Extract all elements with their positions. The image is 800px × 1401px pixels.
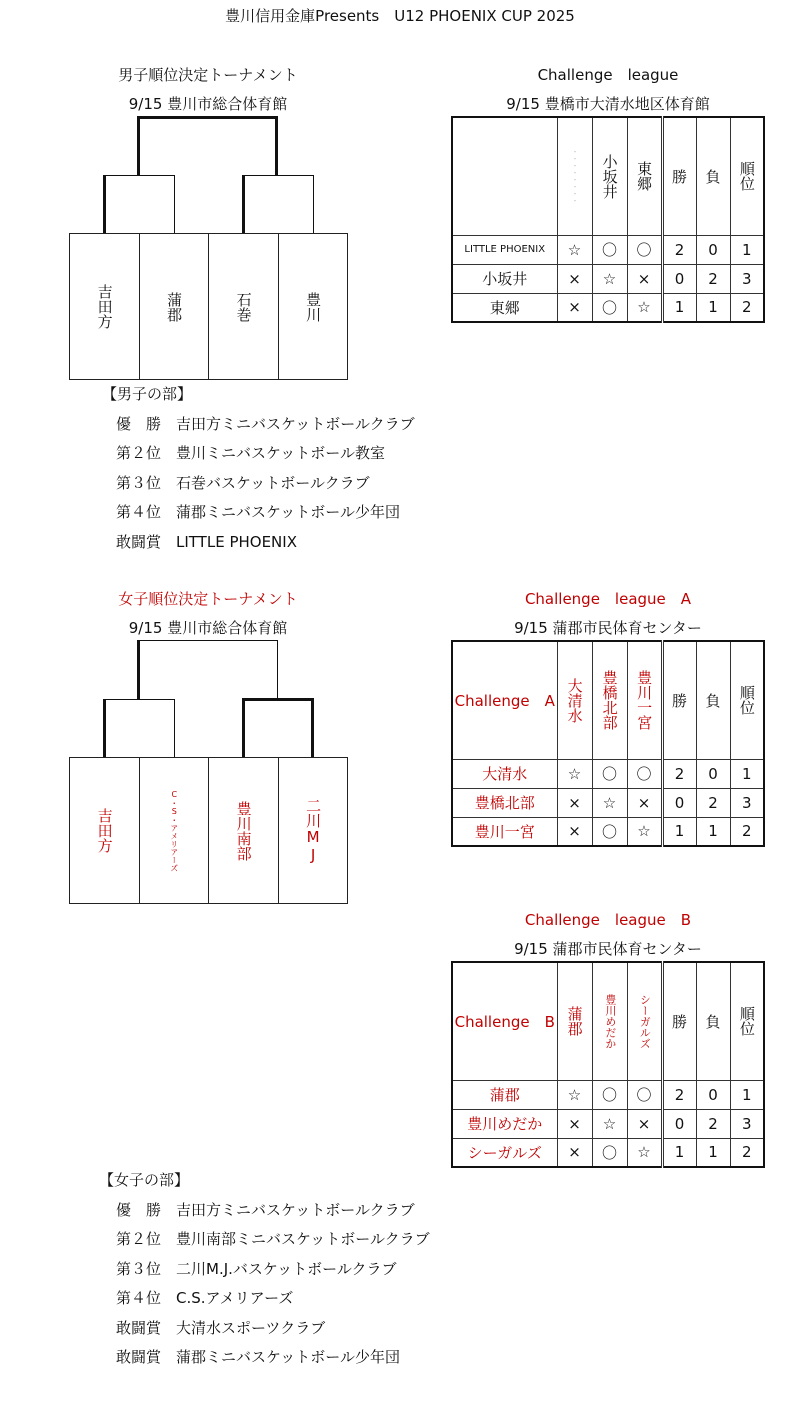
- rank: 1: [730, 235, 764, 264]
- boys-league-table: [451, 116, 765, 323]
- list-item: 第２位 豊川ミニバスケットボール教室: [116, 444, 385, 462]
- losses: 1: [696, 817, 730, 846]
- losses: 0: [696, 759, 730, 788]
- rank: 2: [730, 817, 764, 846]
- match-result: 〇: [592, 759, 627, 788]
- girls-league-b-title: Challenge league B: [524, 911, 692, 929]
- match-result: ☆: [592, 1109, 627, 1138]
- corner-cell: Challenge B: [452, 962, 557, 1080]
- wins: 1: [662, 293, 696, 322]
- bracket-team: 吉田方: [95, 808, 114, 853]
- table-row: [452, 235, 764, 264]
- match-result: 〇: [592, 1080, 627, 1109]
- wins: 1: [662, 1138, 696, 1167]
- rank-header: 順位: [730, 641, 764, 759]
- wins: 0: [662, 788, 696, 817]
- table-row: [452, 1109, 764, 1138]
- girls-league-a-venue: 9/15 蒲郡市民体育センター: [514, 619, 702, 637]
- list-item: 優 勝 吉田方ミニバスケットボールクラブ: [116, 1200, 415, 1219]
- col-header: シーガルズ: [627, 962, 662, 1080]
- rank: 2: [730, 1138, 764, 1167]
- girls-tournament-venue: 9/15 豊川市総合体育館: [128, 619, 288, 637]
- col-header: ・・・・・・・・: [557, 117, 592, 235]
- match-result: ☆: [557, 759, 592, 788]
- match-result: ×: [557, 1109, 592, 1138]
- table-row: [452, 1080, 764, 1109]
- rank: 3: [730, 264, 764, 293]
- match-result: ☆: [592, 788, 627, 817]
- girls-league-b-table: [451, 961, 765, 1168]
- losses: 2: [696, 264, 730, 293]
- boys-tournament-venue: 9/15 豊川市総合体育館: [128, 95, 288, 113]
- losses: 0: [696, 1080, 730, 1109]
- bracket-team: 蒲郡: [139, 234, 209, 379]
- boys-league-title: Challenge league: [537, 66, 679, 84]
- match-result: ☆: [557, 235, 592, 264]
- list-item: 第４位 蒲郡ミニバスケットボール少年団: [116, 503, 400, 521]
- match-result: 〇: [627, 235, 662, 264]
- losses: 2: [696, 788, 730, 817]
- col-header: 小坂井: [592, 117, 627, 235]
- wins-header: 勝: [662, 962, 696, 1080]
- col-header: 豊橋北部: [592, 641, 627, 759]
- wins: 0: [662, 264, 696, 293]
- wins-header: 勝: [662, 641, 696, 759]
- team-name: 東郷: [452, 293, 557, 322]
- girls-league-a-title: Challenge league A: [524, 590, 692, 608]
- boys-tournament-title: 男子順位決定トーナメント: [118, 66, 298, 84]
- match-result: 〇: [592, 1138, 627, 1167]
- list-item: 第３位 石巻バスケットボールクラブ: [116, 473, 370, 492]
- rank: 1: [730, 1080, 764, 1109]
- boys-league-venue: 9/15 豊橋市大清水地区体育館: [506, 95, 710, 113]
- match-result: ×: [627, 264, 662, 293]
- losses: 0: [696, 235, 730, 264]
- match-result: ☆: [627, 817, 662, 846]
- wins: 2: [662, 759, 696, 788]
- wins: 0: [662, 1109, 696, 1138]
- match-result: 〇: [592, 235, 627, 264]
- match-result: ×: [627, 1109, 662, 1138]
- match-result: 〇: [592, 293, 627, 322]
- match-result: 〇: [592, 817, 627, 846]
- girls-bracket-teams: [69, 757, 348, 904]
- boys-results: [102, 380, 415, 557]
- bracket-team: 豊川南部: [208, 758, 278, 903]
- match-result: ×: [557, 293, 592, 322]
- match-result: ×: [627, 788, 662, 817]
- match-result: ☆: [627, 1138, 662, 1167]
- table-row: [452, 264, 764, 293]
- rank: 3: [730, 1109, 764, 1138]
- team-name: 豊川一宮: [452, 817, 557, 846]
- col-header: 大清水: [557, 641, 592, 759]
- bracket-team: C・S・アメリアーズ: [139, 758, 209, 903]
- wins-header: 勝: [662, 117, 696, 235]
- col-header: 豊川めだか: [592, 962, 627, 1080]
- bracket-team: 吉田方: [95, 284, 114, 329]
- girls-tournament-title: 女子順位決定トーナメント: [118, 590, 298, 608]
- table-row: [452, 788, 764, 817]
- rank: 1: [730, 759, 764, 788]
- list-item: 第２位 豊川南部ミニバスケットボールクラブ: [116, 1230, 430, 1248]
- results-heading: 【女子の部】: [99, 1171, 190, 1189]
- list-item: 優 勝 吉田方ミニバスケットボールクラブ: [116, 414, 415, 433]
- girls-league-b-venue: 9/15 蒲郡市民体育センター: [514, 940, 702, 958]
- girls-league-a-table: [451, 640, 765, 847]
- losses-header: 負: [696, 962, 730, 1080]
- list-item: 第３位 二川M.J.バスケットボールクラブ: [116, 1259, 397, 1278]
- losses-header: 負: [696, 641, 730, 759]
- list-item: 第４位 C.S.アメリアーズ: [116, 1289, 294, 1307]
- losses: 1: [696, 293, 730, 322]
- team-name: 豊橋北部: [452, 788, 557, 817]
- team-name: 蒲郡: [452, 1080, 557, 1109]
- rank-header: 順位: [730, 117, 764, 235]
- losses-header: 負: [696, 117, 730, 235]
- match-result: ×: [557, 788, 592, 817]
- bracket-team: 石巻: [208, 234, 278, 379]
- corner-cell: Challenge A: [452, 641, 557, 759]
- col-header: 東郷: [627, 117, 662, 235]
- bracket-team: 豊川: [278, 234, 348, 379]
- wins: 1: [662, 817, 696, 846]
- team-name: LITTLE PHOENIX: [452, 235, 557, 264]
- team-name: 大清水: [452, 759, 557, 788]
- corner-cell: [452, 117, 557, 235]
- table-row: [452, 759, 764, 788]
- match-result: ☆: [627, 293, 662, 322]
- rank: 2: [730, 293, 764, 322]
- girls-results: [99, 1166, 430, 1373]
- match-result: 〇: [627, 1080, 662, 1109]
- boys-bracket-teams: [69, 233, 348, 380]
- team-name: 小坂井: [452, 264, 557, 293]
- rank-header: 順位: [730, 962, 764, 1080]
- match-result: ☆: [557, 1080, 592, 1109]
- list-item: 敢闘賞 蒲郡ミニバスケットボール少年団: [116, 1348, 400, 1366]
- wins: 2: [662, 1080, 696, 1109]
- match-result: ×: [557, 817, 592, 846]
- col-header: 豊川一宮: [627, 641, 662, 759]
- team-name: シーガルズ: [452, 1138, 557, 1167]
- list-item: 敢闘賞 大清水スポーツクラブ: [116, 1318, 326, 1337]
- team-name: 豊川めだか: [452, 1109, 557, 1138]
- rank: 3: [730, 788, 764, 817]
- bracket-team: 二川MJ: [278, 758, 348, 903]
- list-item: 敢闘賞 LITTLE PHOENIX: [116, 532, 297, 551]
- losses: 2: [696, 1109, 730, 1138]
- col-header: 蒲郡: [557, 962, 592, 1080]
- table-row: [452, 817, 764, 846]
- match-result: ×: [557, 1138, 592, 1167]
- match-result: ×: [557, 264, 592, 293]
- wins: 2: [662, 235, 696, 264]
- page-title: 豊川信用金庫Presents U12 PHOENIX CUP 2025: [225, 7, 575, 25]
- results-heading: 【男子の部】: [102, 385, 193, 403]
- match-result: ☆: [592, 264, 627, 293]
- losses: 1: [696, 1138, 730, 1167]
- match-result: 〇: [627, 759, 662, 788]
- table-row: [452, 1138, 764, 1167]
- table-row: [452, 293, 764, 322]
